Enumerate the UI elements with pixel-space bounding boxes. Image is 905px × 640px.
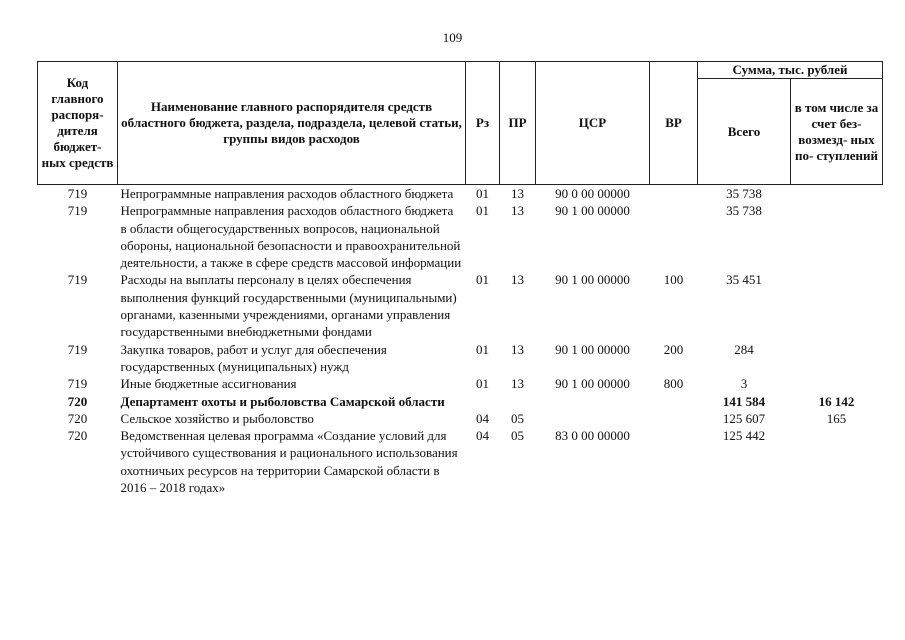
cell-pr: 13 xyxy=(511,376,524,392)
cell-rz: 01 xyxy=(476,341,489,357)
cell-pr: 05 xyxy=(511,410,524,426)
header-name: Наименование главного распорядителя средств областного бюджета, раздела, подраздела, целевой статьи, группы видов расходов xyxy=(118,62,466,185)
cell-free xyxy=(791,185,883,203)
cell-free xyxy=(791,427,883,496)
cell-vr xyxy=(650,427,698,496)
table-row xyxy=(38,271,883,340)
cell-pr: 13 xyxy=(511,272,524,288)
cell-pr xyxy=(500,393,536,410)
cell-name: Департамент охоты и рыболовства Самарской области xyxy=(120,393,445,409)
header-code: Код главного распоря- дителя бюджет- ных средств xyxy=(38,62,118,185)
cell-rz: 04 xyxy=(476,410,489,426)
budget-table xyxy=(37,61,883,496)
cell-code: 719 xyxy=(67,272,88,288)
header-free: в том числе за счет без- возмезд- ных по- ступлений xyxy=(791,79,883,185)
cell-code: 720 xyxy=(67,428,88,444)
cell-free: 165 xyxy=(826,410,847,426)
cell-pr: 13 xyxy=(511,186,524,201)
cell-code: 719 xyxy=(67,203,88,219)
cell-vr xyxy=(650,185,698,203)
cell-name: Расходы на выплаты персоналу в целях обеспечения выполнения функций государственными (муниципальными) органами, казенными учреждениями, органами управления государственными внебюджетными фондами xyxy=(120,272,457,340)
cell-vr xyxy=(650,410,698,427)
cell-total: 35 738 xyxy=(726,186,762,201)
table-row xyxy=(38,202,883,271)
cell-name: Ведомственная целевая программа «Создание условий для устойчивого существования и рационального использования охотничьих ресурсов на территории Самарской области в 2016 – 2018 годах» xyxy=(120,428,458,496)
cell-vr xyxy=(650,393,698,410)
cell-rz: 01 xyxy=(476,376,489,392)
cell-code: 719 xyxy=(67,341,88,357)
header-csr: ЦСР xyxy=(536,62,650,185)
header-pr: ПР xyxy=(500,62,536,185)
header-rz: Рз xyxy=(466,62,500,185)
cell-csr: 90 1 00 00000 xyxy=(555,203,630,219)
cell-name: Сельское хозяйство и рыболовство xyxy=(120,410,314,426)
cell-csr: 90 1 00 00000 xyxy=(555,272,630,288)
cell-csr: 90 1 00 00000 xyxy=(555,341,630,357)
header-sum: Сумма, тыс. рублей xyxy=(698,62,883,79)
cell-name: Иные бюджетные ассигнования xyxy=(120,376,297,392)
cell-free xyxy=(791,202,883,271)
table-row xyxy=(38,410,883,427)
cell-rz: 04 xyxy=(476,428,489,444)
cell-name: Непрограммные направления расходов областного бюджета в области общегосударственных вопросов, национальной обороны, национальной безопасности и правоохранительной деятельности, а также в сфере средств массовой информации xyxy=(120,203,462,271)
page-number: 109 xyxy=(442,30,463,45)
cell-vr: 200 xyxy=(663,341,684,357)
table-row xyxy=(38,341,883,376)
cell-free xyxy=(791,341,883,376)
header-total: Всего xyxy=(698,79,791,185)
cell-csr: 90 1 00 00000 xyxy=(555,376,630,392)
cell-pr: 05 xyxy=(511,428,524,444)
cell-total: 125 607 xyxy=(722,410,766,426)
table-row xyxy=(38,393,883,410)
cell-code: 720 xyxy=(67,410,88,426)
cell-vr: 800 xyxy=(663,376,684,392)
cell-code: 719 xyxy=(67,186,88,201)
cell-pr: 13 xyxy=(511,203,524,219)
cell-free xyxy=(791,375,883,392)
cell-rz: 01 xyxy=(476,186,489,201)
cell-total: 35 451 xyxy=(726,272,762,288)
cell-rz: 01 xyxy=(476,203,489,219)
cell-code: 720 xyxy=(67,393,88,409)
table-row xyxy=(38,427,883,496)
cell-rz xyxy=(466,393,500,410)
cell-rz: 01 xyxy=(476,272,489,288)
cell-total: 35 738 xyxy=(726,203,762,219)
cell-csr: 83 0 00 00000 xyxy=(555,428,630,444)
cell-total: 284 xyxy=(734,341,754,357)
header-vr: ВР xyxy=(650,62,698,185)
cell-name: Закупка товаров, работ и услуг для обеспечения государственных (муниципальных) нужд xyxy=(120,341,387,374)
cell-total: 141 584 xyxy=(722,393,766,409)
cell-vr: 100 xyxy=(663,272,684,288)
cell-csr xyxy=(536,410,650,427)
cell-vr xyxy=(650,202,698,271)
cell-csr xyxy=(536,393,650,410)
cell-free: 16 142 xyxy=(818,393,855,409)
table-body xyxy=(38,185,883,497)
cell-total: 3 xyxy=(740,376,748,392)
table-row xyxy=(38,185,883,203)
table-row xyxy=(38,375,883,392)
cell-total: 125 442 xyxy=(722,428,766,444)
cell-csr: 90 0 00 00000 xyxy=(555,186,630,201)
cell-code: 719 xyxy=(67,376,88,392)
cell-name: Непрограммные направления расходов областного бюджета xyxy=(120,186,454,201)
cell-pr: 13 xyxy=(511,341,524,357)
cell-free xyxy=(791,271,883,340)
